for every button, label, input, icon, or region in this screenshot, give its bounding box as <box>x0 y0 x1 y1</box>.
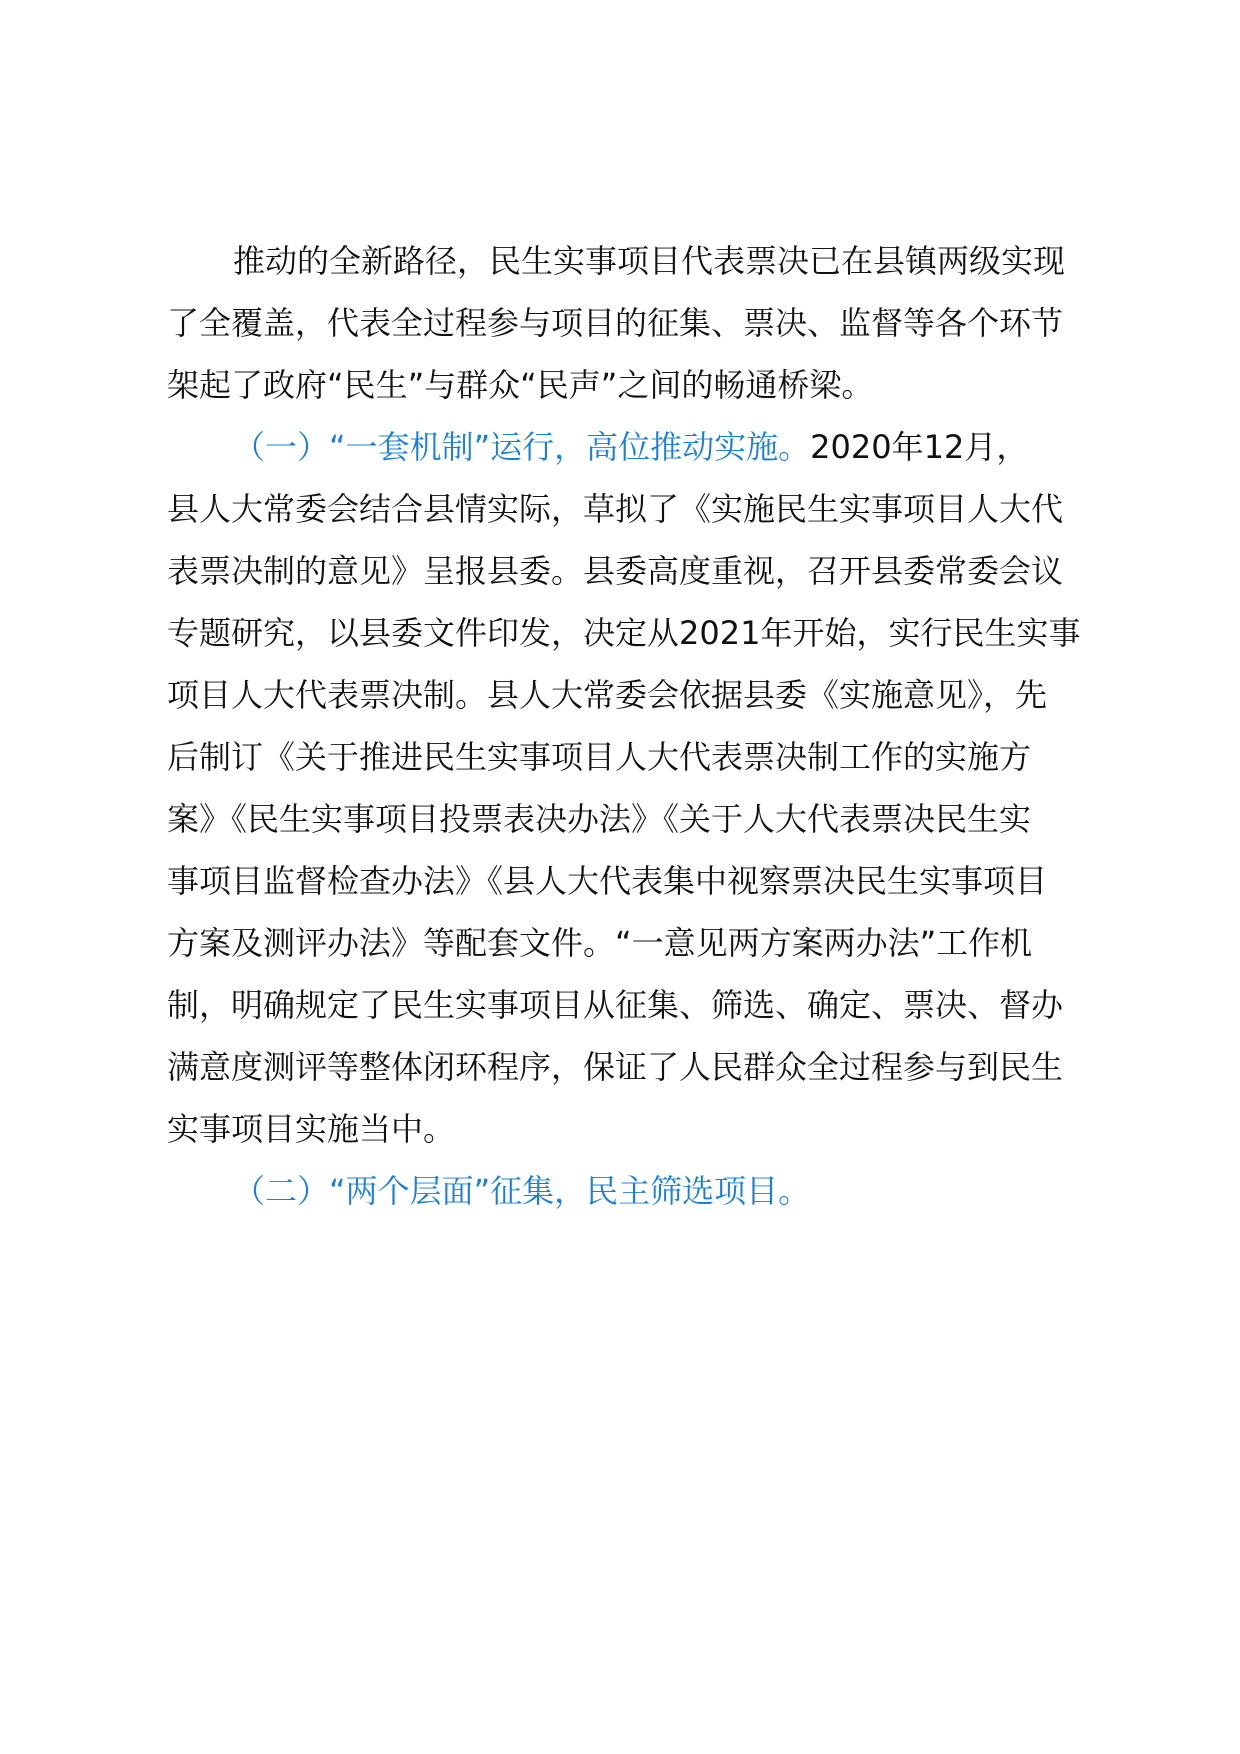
paragraph-1 <box>167 230 1107 416</box>
text-line: 案》《民生实事项目投票表决办法》《关于人大代表票决民生实 <box>167 800 1032 838</box>
text-line: 专题研究，以县委文件印发，决定从2021年开始，实行民生实事 <box>167 614 1081 652</box>
section-2 <box>167 1160 1107 1222</box>
section-1-heading: （一）“一套机制”运行，高位推动实施。 <box>233 428 811 466</box>
text-line: 县人大常委会结合县情实际，草拟了《实施民生实事项目人大代 <box>167 490 1064 528</box>
text-line: 推动的全新路径，民生实事项目代表票决已在县镇两级实现 <box>233 242 1066 280</box>
text-line: 方案及测评办法》等配套文件。“一意见两方案两办法”工作机 <box>167 924 1033 962</box>
text-line: 制，明确规定了民生实事项目从征集、筛选、确定、票决、督办 <box>167 986 1064 1024</box>
document-body <box>167 230 1107 1222</box>
text-line: 项目人大代表票决制。县人大常委会依据县委《实施意见》，先 <box>167 676 1048 714</box>
text-line: 表票决制的意见》呈报县委。县委高度重视，召开县委常委会议 <box>167 552 1064 590</box>
text-line: 后制订《关于推进民生实事项目人大代表票决制工作的实施方 <box>167 738 1032 776</box>
section-1-first-line <box>167 416 1107 478</box>
text-line: 实事项目实施当中。 <box>167 1110 456 1148</box>
text-line: 满意度测评等整体闭环程序，保证了人民群众全过程参与到民生 <box>167 1048 1064 1086</box>
section-1-first-line-rest: 2020年12月， <box>810 428 1029 466</box>
text-line: 了全覆盖，代表全过程参与项目的征集、票决、监督等各个环节 <box>167 304 1064 342</box>
text-line: 架起了政府“民生”与群众“民声”之间的畅通桥梁。 <box>167 366 874 404</box>
section-2-heading: （二）“两个层面”征集，民主筛选项目。 <box>233 1172 811 1210</box>
text-line: 事项目监督检查办法》《县人大代表集中视察票决民生实事项目 <box>167 862 1048 900</box>
section-1 <box>167 416 1107 1160</box>
